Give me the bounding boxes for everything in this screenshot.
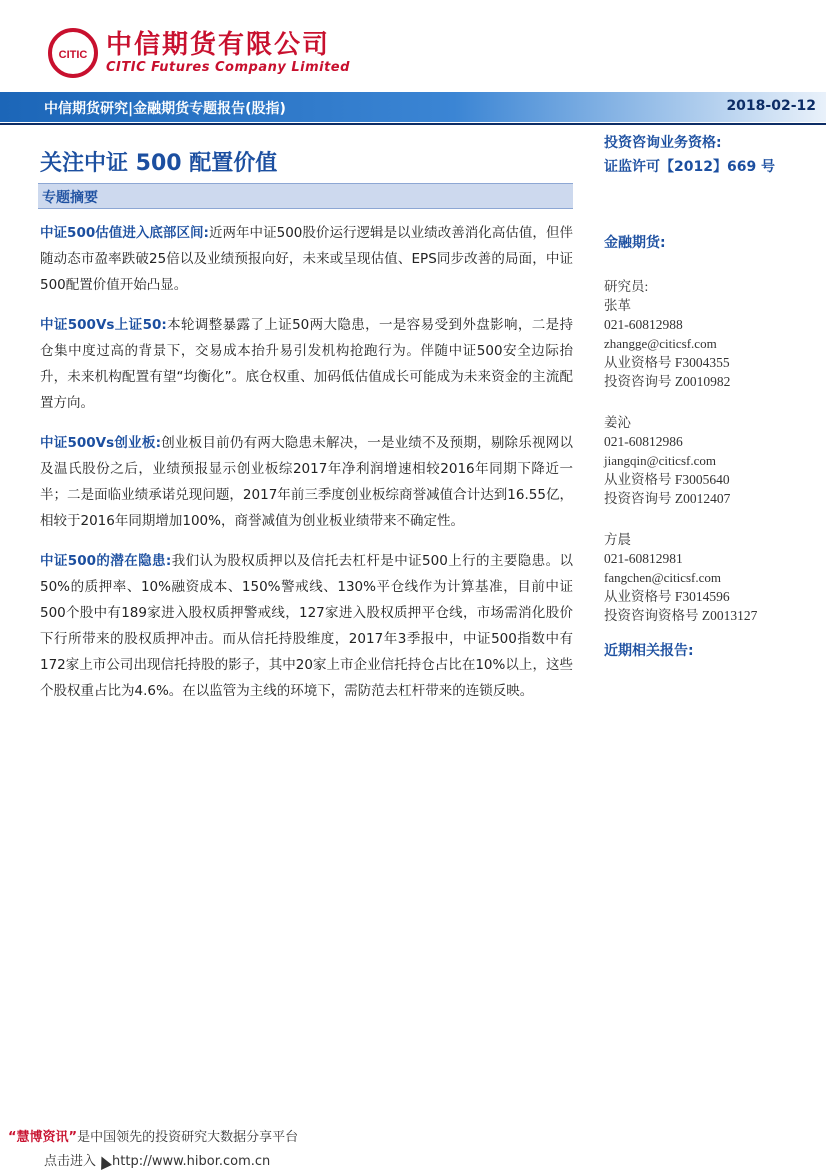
analyst-license: 从业资格号 F3014596 (604, 589, 730, 604)
qualification-license: 证监许可【2012】669 号 (604, 159, 776, 175)
report-title: 关注中证 500 配置价值 (40, 151, 278, 176)
paragraph (40, 220, 573, 298)
paragraph-text: 近两年中证500股价运行逻辑是以业绩改善消化高估值，但伴随动态市盈率跌破25倍以及业绩预报向好，未来或呈现估值、EPS同步改善的局面，中证500配置价值开始凸显。 (40, 225, 573, 293)
analyst-phone: 021-60812981 (604, 551, 683, 566)
citic-logo-icon (48, 28, 98, 78)
footer-tagline (8, 1128, 298, 1148)
report-banner (0, 92, 826, 122)
footer-url[interactable]: http://www.hibor.com.cn (112, 1154, 271, 1169)
paragraph-lead: 中证500Vs上证50: (40, 317, 167, 333)
analyst-name: 方晨 (604, 532, 631, 547)
footer-brand: “慧博资讯” (8, 1130, 78, 1145)
footer-link-prefix: 点击进入 (44, 1154, 97, 1169)
department-title: 金融期货: (604, 235, 666, 251)
report-category: 中信期货研究|金融期货专题报告(股指) (44, 101, 286, 117)
analyst-advisory-license: 投资咨询号 Z0012407 (604, 491, 731, 506)
paragraph-text: 我们认为股权质押以及信托去杠杆是中证500上行的主要隐患。以50%的质押率、10%融资成本、150%警戒线、130%平仓线作为计算基准，目前中证500个股中有189家进入股权质押警戒线，127家进入股权质押平仓线，市场需消化股价下行所带来的股权质押冲击。而从信托持股维度，2017年3季报中，中证500指数中有172家上市公司出现信托持股的影子，其中20家上市企业信托持仓占比在10%以上，这些个股权重占比为4.6%。在以监管为主线的环境下，需防范去杠杆带来的连锁反映。 (40, 553, 573, 699)
analyst-email[interactable]: fangchen@citicsf.com (604, 570, 722, 585)
footer-link-line (44, 1152, 298, 1172)
researcher-label: 研究员: (604, 279, 649, 294)
analyst-phone: 021-60812988 (604, 317, 683, 332)
analyst-name: 张革 (604, 298, 631, 313)
summary-section-bar (38, 183, 573, 209)
paragraph-lead: 中证500的潜在隐患: (40, 553, 172, 569)
paragraph-lead: 中证500估值进入底部区间: (40, 225, 209, 241)
analyst-advisory-license: 投资咨询号 Z0010982 (604, 374, 731, 389)
analyst-card (604, 413, 819, 508)
logo-english-name: CITIC Futures Company Limited (106, 60, 350, 75)
qualification-title: 投资咨询业务资格: (604, 135, 722, 151)
analyst-email[interactable]: jiangqin@citicsf.com (604, 453, 716, 468)
company-logo (48, 28, 350, 78)
paragraph-text: 本轮调整暴露了上证50两大隐患，一是容易受到外盘影响，二是持仓集中度过高的背景下，交易成本抬升易引发机构抢跑行为。伴随中证500安全边际抬升，未来机构配置有望“均衡化”。底仓权重、加码低估值成长可能成为未来资金的主流配置方向。 (40, 317, 573, 411)
analyst-card (604, 296, 819, 391)
report-body (40, 220, 573, 718)
analyst-card (604, 530, 819, 625)
logo-chinese-name: 中信期货有限公司 (106, 30, 331, 60)
report-date: 2018-02-12 (726, 98, 816, 114)
paragraph (40, 312, 573, 416)
analyst-license: 从业资格号 F3005640 (604, 472, 730, 487)
paragraph (40, 548, 573, 704)
related-reports-title: 近期相关报告: (604, 643, 694, 659)
analyst-phone: 021-60812986 (604, 434, 683, 449)
cursor-icon (96, 1154, 112, 1170)
paragraph-text: 创业板目前仍有两大隐患未解决，一是业绩不及预期，剔除乐视网以及温氏股份之后，业绩预报显示创业板综2017年净利润增速相较2016年同期下降近一半；二是面临业绩承诺兑现问题，2017年前三季度创业板综商誉减值合计达到16.55亿，相较于2016年同期增加100%，商誉减值为创业板业绩带来不确定性。 (40, 435, 573, 529)
paragraph-lead: 中证500Vs创业板: (40, 435, 161, 451)
analyst-name: 姜沁 (604, 415, 631, 430)
paragraph (40, 430, 573, 534)
analyst-license: 从业资格号 F3004355 (604, 355, 730, 370)
summary-label: 专题摘要 (42, 190, 98, 206)
footer-tagline-text: 是中国领先的投资研究大数据分享平台 (77, 1130, 299, 1145)
sidebar (604, 131, 819, 663)
banner-divider (0, 123, 826, 125)
analyst-advisory-license: 投资咨询资格号 Z0013127 (604, 608, 758, 623)
analyst-email[interactable]: zhangge@citicsf.com (604, 336, 717, 351)
footer-watermark (8, 1128, 298, 1172)
svg-text:CITIC: CITIC (58, 49, 88, 61)
